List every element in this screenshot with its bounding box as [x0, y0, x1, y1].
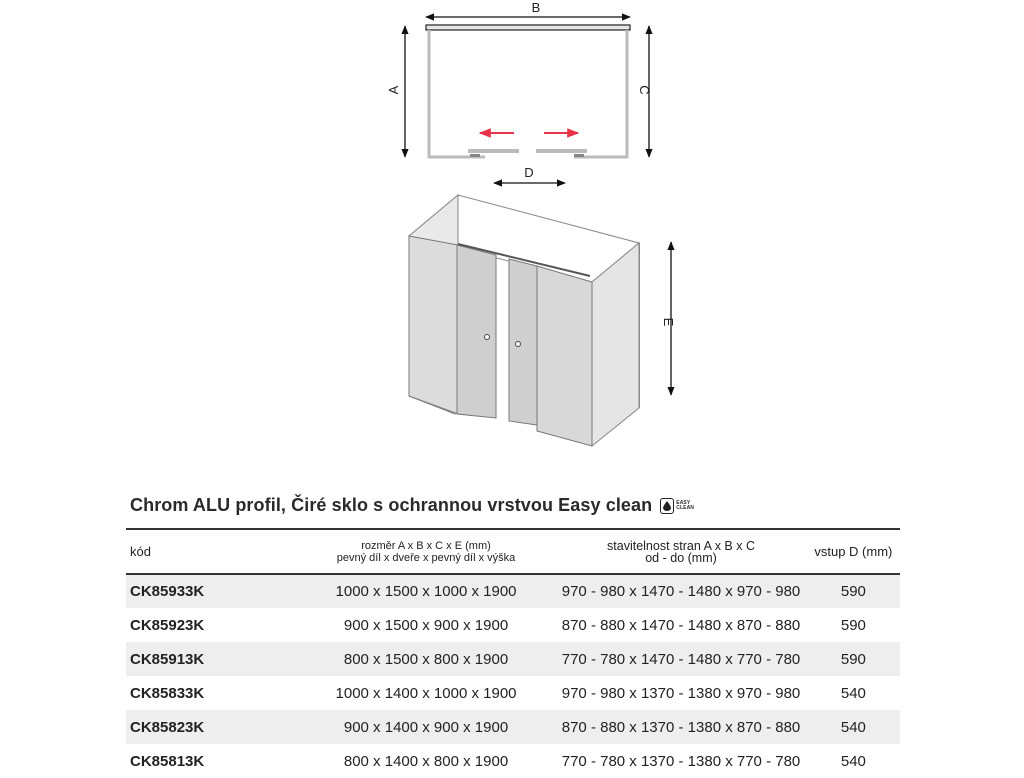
dimension-e-label: E [661, 317, 676, 327]
cell-adjustment: 770 - 780 x 1370 - 1380 x 770 - 780 [561, 752, 801, 770]
dimension-a-label: A [386, 85, 401, 95]
cell-adjustment: 770 - 780 x 1470 - 1480 x 770 - 780 [561, 650, 801, 668]
cell-size: 900 x 1400 x 900 x 1900 [343, 718, 509, 736]
header-code: kód [130, 544, 151, 559]
door-handle-right [516, 342, 521, 347]
cell-entry: 590 [840, 616, 866, 634]
cell-entry: 590 [840, 583, 866, 600]
sliding-door-right [536, 149, 587, 153]
cell-entry: 540 [840, 752, 866, 770]
door-handle-left [485, 335, 490, 340]
cell-code: CK85833K [130, 684, 205, 702]
top-view-plan [386, 0, 652, 183]
table-row [126, 608, 900, 642]
table-header-row [126, 529, 900, 574]
dimension-d-label: D [524, 165, 534, 180]
table-row [126, 710, 900, 744]
header-adjustment: stavitelnost stran A x B x C od - do (mm) [607, 538, 755, 565]
cell-adjustment: 870 - 880 x 1370 - 1380 x 870 - 880 [561, 718, 801, 736]
cell-size: 800 x 1500 x 800 x 1900 [343, 650, 509, 668]
product-title-text: Chrom ALU profil, Čiré sklo s ochrannou vrstvou Easy clean [130, 495, 653, 515]
easy-clean-badge [660, 498, 694, 514]
cell-size: 900 x 1500 x 900 x 1900 [343, 616, 509, 634]
perspective-view [409, 195, 639, 446]
back-wall [426, 25, 630, 30]
easy-clean-drop-icon [660, 498, 674, 514]
cell-size: 800 x 1400 x 800 x 1900 [343, 752, 509, 770]
cell-code: CK85913K [130, 650, 205, 668]
cell-code: CK85933K [130, 583, 205, 600]
header-entry: vstup D (mm) [814, 544, 893, 559]
sliding-door-left [468, 149, 519, 153]
table-row [126, 676, 900, 710]
cell-adjustment: 970 - 980 x 1370 - 1380 x 970 - 980 [561, 684, 801, 702]
dimension-b-label: B [531, 0, 541, 15]
cell-adjustment: 970 - 980 x 1470 - 1480 x 970 - 980 [561, 583, 801, 600]
cell-code: CK85823K [130, 718, 205, 736]
cell-code: CK85813K [130, 752, 205, 770]
easy-clean-badge-text: EASY CLEAN [676, 499, 694, 511]
product-title [130, 495, 694, 516]
table-row [126, 744, 900, 778]
cell-entry: 590 [840, 650, 866, 668]
table-row [126, 574, 900, 608]
header-size: rozměr A x B x C x E (mm) pevný díl x dveře x pevný díl x výška [336, 539, 516, 564]
cell-adjustment: 870 - 880 x 1470 - 1480 x 870 - 880 [561, 616, 801, 634]
cell-size: 1000 x 1400 x 1000 x 1900 [335, 684, 517, 702]
cell-entry: 540 [840, 718, 866, 736]
table-row [126, 642, 900, 676]
cell-entry: 540 [840, 684, 866, 702]
cell-size: 1000 x 1500 x 1000 x 1900 [335, 583, 517, 600]
dimension-c-label: C [637, 85, 652, 95]
product-spec-table [126, 528, 900, 778]
cell-code: CK85923K [130, 616, 205, 634]
